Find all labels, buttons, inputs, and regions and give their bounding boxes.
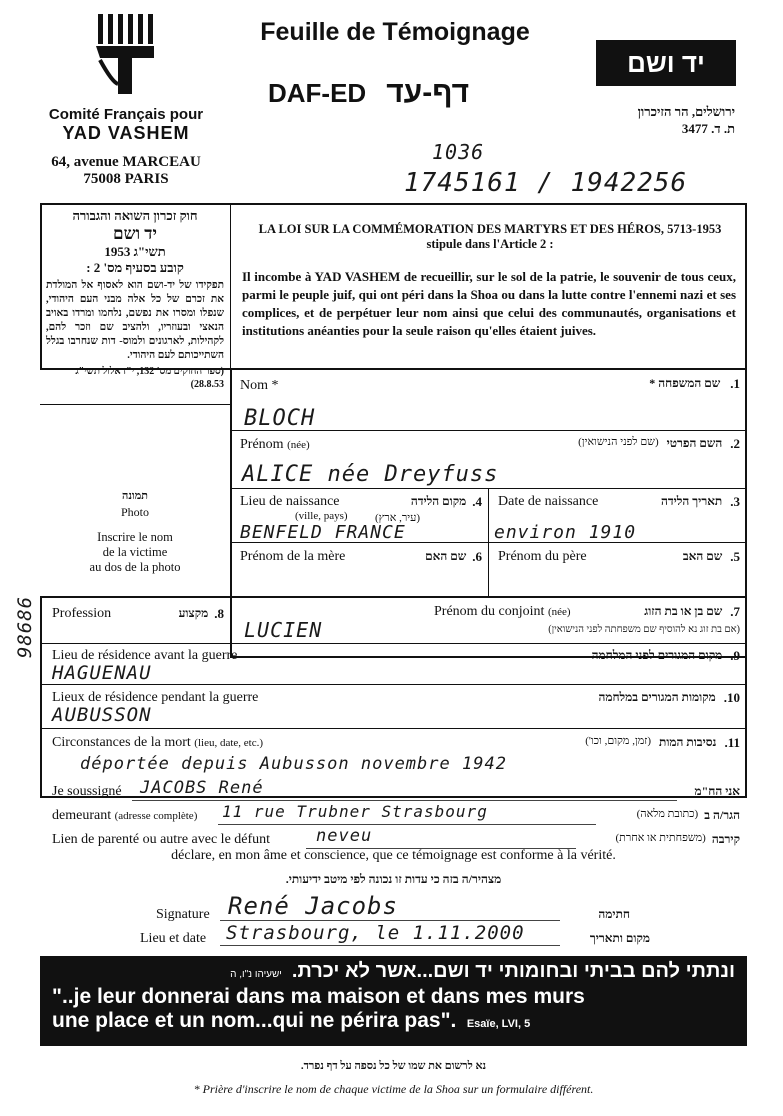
menorah-icon — [92, 12, 162, 102]
demeurant-value[interactable]: 11 rue Trubner Strasbourg — [222, 802, 488, 821]
quote-banner — [40, 956, 747, 1046]
signature-value[interactable]: René Jacobs — [228, 892, 398, 920]
demeurant-note: (adresse complète) — [114, 810, 198, 822]
lieu-date-heb: מקום ותאריך — [589, 931, 650, 945]
parente-label: Lien de parenté ou autre avec le défunt — [52, 832, 271, 847]
mort-num: .11 — [724, 735, 740, 750]
photo-instruction-1: Inscrire le nom — [97, 530, 173, 544]
declaration-hebrew: מצהיר/ה בזה כי עדות זו נכונה לפי מיטב ידיעותי. — [285, 872, 502, 886]
pere-heb: שם האב — [682, 549, 723, 563]
mort-value[interactable]: déportée depuis Aubusson novembre 1942 — [80, 754, 507, 774]
date-naissance-heb: תאריך הלידה — [660, 494, 723, 508]
signature-label: Signature — [156, 907, 210, 922]
date-naissance-num: .3 — [730, 494, 740, 509]
residence-pendant-label: Lieux de résidence pendant la guerre — [52, 690, 259, 705]
conjoint-num: .7 — [730, 604, 740, 619]
residence-avant-heb: מקום המגורים לפני המלחמה — [591, 648, 723, 662]
law-hebrew-year: תשי"ג 1953 — [104, 244, 166, 259]
date-naissance-value[interactable]: environ 1910 — [494, 522, 637, 543]
law-hebrew-ref: (ספר החוקים מס' 132, י"ז אלול תשי"ג 28.8.53) — [75, 366, 224, 390]
nom-label: Nom * — [240, 378, 279, 393]
parente-heb: קירבה — [711, 832, 740, 846]
yad-vashem-logo — [596, 40, 736, 86]
photo-label: Photo — [120, 505, 149, 519]
address-line1: 64, avenue MARCEAU — [51, 154, 201, 170]
photo-heb-label: תמונה — [122, 490, 148, 502]
residence-avant-num: .9 — [730, 648, 740, 663]
banner-hebrew-ref: ישעיהו נ"ו, ה — [230, 969, 282, 980]
conjoint-heb-note: (אם בת זוג נא להוסיף שם משפחתה לפני הנישואין) — [548, 624, 740, 635]
pere-num: .5 — [730, 549, 740, 564]
footer-french-note: * Prière d'inscrire le nom de chaque victime de la Shoa sur un formulaire différent. — [193, 1082, 594, 1096]
prenom-heb: השם הפרטי — [666, 436, 723, 450]
conjoint-heb: שם בן או בת הזוג — [644, 604, 723, 618]
prenom-num: .2 — [730, 436, 740, 451]
footer-hebrew-note: נא לרשום את שמו של כל נספה על דף נפרד. — [300, 1060, 487, 1072]
parente-value[interactable]: neveu — [316, 826, 373, 846]
law-hebrew-clause: קובע בסעיף מס' 2 : — [86, 260, 184, 275]
prenom-value[interactable]: ALICE née Dreyfuss — [242, 462, 499, 487]
ref-number-top: 1036 — [432, 140, 485, 164]
law-hebrew-text: תפקידו של יד-ושם הוא לאסוף אל המולדת את זכרם של כל אלה מבני העם היהודי, שנפלו ומסרו את נפשם, נלחמו ומרדו באויב הנאצי ובעוזריו, ולהציב שם וזכר להם, לקהילות, לארגונים ולמוס- דות שנחרבו בגלל השתייכותם לעם היהודי. — [46, 280, 224, 361]
pere-label: Prénom du père — [498, 549, 587, 564]
form-title: Feuille de Témoignage — [260, 18, 530, 46]
lieu-naissance-label: Lieu de naissance — [240, 494, 340, 509]
lieu-date-value[interactable]: Strasbourg, le 1.11.2000 — [226, 922, 525, 944]
demeurant-label: demeurant — [52, 808, 112, 823]
mort-heb: נסיבות המות — [659, 735, 717, 749]
logo-hebrew-text: יד ושם — [627, 48, 705, 78]
parente-heb-note: (משפחתית או אחרת) — [615, 832, 706, 844]
lieu-date-label: Lieu et date — [140, 931, 207, 946]
soussigne-heb: אני הח"מ — [694, 784, 740, 798]
lieu-naissance-heb: מקום הלידה — [410, 494, 467, 508]
lieu-naissance-heb-note: (עיר, ארץ) — [375, 512, 421, 524]
photo-instruction-2: de la victime — [102, 545, 168, 559]
committee-line1: Comité Français pour — [48, 106, 204, 123]
lieu-naissance-num: .4 — [472, 494, 482, 509]
conjoint-value[interactable]: LUCIEN — [244, 618, 323, 642]
ref-numbers: 1745161 / 1942256 — [404, 168, 688, 198]
law-hebrew-title1: חוק זכרון השואה והגבורה — [72, 208, 198, 223]
banner-french-ref: Esaïe, LVI, 5 — [466, 1018, 531, 1030]
menorah-logo — [92, 12, 162, 102]
mere-label: Prénom de la mère — [240, 549, 346, 564]
prenom-heb-note: (שם לפני הנישואין) — [578, 436, 659, 448]
residence-pendant-num: .10 — [723, 690, 740, 705]
mort-note: (lieu, date, etc.) — [194, 737, 264, 749]
residence-pendant-heb: מקומות המגורים במלחמה — [598, 690, 716, 704]
signature-heb: חתימה — [598, 907, 630, 921]
jerusalem-line: ירושלים, הר הזיכרון — [637, 104, 735, 119]
residence-pendant-value[interactable]: AUBUSSON — [52, 704, 152, 726]
profession-num: .8 — [214, 606, 224, 621]
law-hebrew-title2: יד ושם — [113, 224, 157, 243]
law-french-subtitle: stipule dans l'Article 2 : — [426, 237, 554, 251]
po-box: ת. ד. 3477 — [681, 121, 735, 136]
banner-french-line1: "..je leur donnerai dans ma maison et dans mes murs — [52, 985, 585, 1008]
address-line2: 75008 PARIS — [83, 171, 169, 187]
residence-avant-label: Lieu de résidence avant la guerre — [52, 648, 238, 663]
mere-num: .6 — [472, 549, 482, 564]
demeurant-heb: הגר/ה ב — [704, 808, 740, 822]
form-title-latin: DAF-ED — [268, 77, 367, 108]
mort-heb-note: (זמן, מקום, וכו') — [585, 735, 651, 747]
mere-heb: שם האם — [425, 549, 467, 563]
date-naissance-label: Date de naissance — [498, 494, 599, 509]
banner-french-line2: une place et un nom...qui ne périra pas". — [52, 1009, 457, 1032]
conjoint-note: (née) — [547, 606, 571, 618]
nom-num: .1 — [730, 376, 740, 391]
prenom-label: Prénom — [240, 437, 284, 452]
photo-instruction-3: au dos de la photo — [89, 560, 181, 574]
prenom-note: (née) — [287, 439, 310, 451]
mort-label: Circonstances de la mort — [52, 735, 191, 750]
residence-avant-value[interactable]: HAGUENAU — [52, 662, 152, 684]
profession-heb: מקצוע — [178, 606, 209, 620]
soussigne-label: Je soussigné — [52, 784, 122, 799]
side-number: 98686 — [14, 595, 37, 659]
lieu-naissance-value[interactable]: BENFELD FRANCE — [240, 522, 406, 543]
form-title-hebrew: דף-עד — [386, 76, 470, 109]
demeurant-heb-note: (כתובת מלאה) — [636, 808, 699, 820]
nom-value[interactable]: BLOCH — [244, 406, 316, 431]
committee-line2: YAD VASHEM — [62, 123, 190, 143]
declaration-french: déclare, en mon âme et conscience, que ce témoignage est conforme à la vérité. — [171, 848, 616, 863]
profession-label: Profession — [52, 606, 112, 621]
soussigne-value[interactable]: JACOBS René — [140, 778, 264, 798]
lieu-naissance-note: (ville, pays) — [295, 510, 348, 522]
nom-heb: שם המשפחה * — [649, 376, 721, 390]
conjoint-label: Prénom du conjoint — [434, 604, 545, 619]
law-french-text: Il incombe à YAD VASHEM de recueillir, sur le sol de la patrie, le souvenir de tous ceux, parmi le peuple juif, qui ont péri dans la Shoa ou dans la lutte contre l'ennemi nazi et ses complices, et de perpétuer leur nom ainsi que celui des communautés, organisations et institutions anéanties pour la seule raison qu'elles étaient juives. — [242, 269, 736, 338]
banner-hebrew-quote: ונתתי להם בביתי ובחומותי יד ושם...אשר לא יכרת. — [291, 960, 735, 982]
law-french-title: LA LOI SUR LA COMMÉMORATION DES MARTYRS ET DES HÉROS, 5713-1953 — [258, 222, 722, 236]
